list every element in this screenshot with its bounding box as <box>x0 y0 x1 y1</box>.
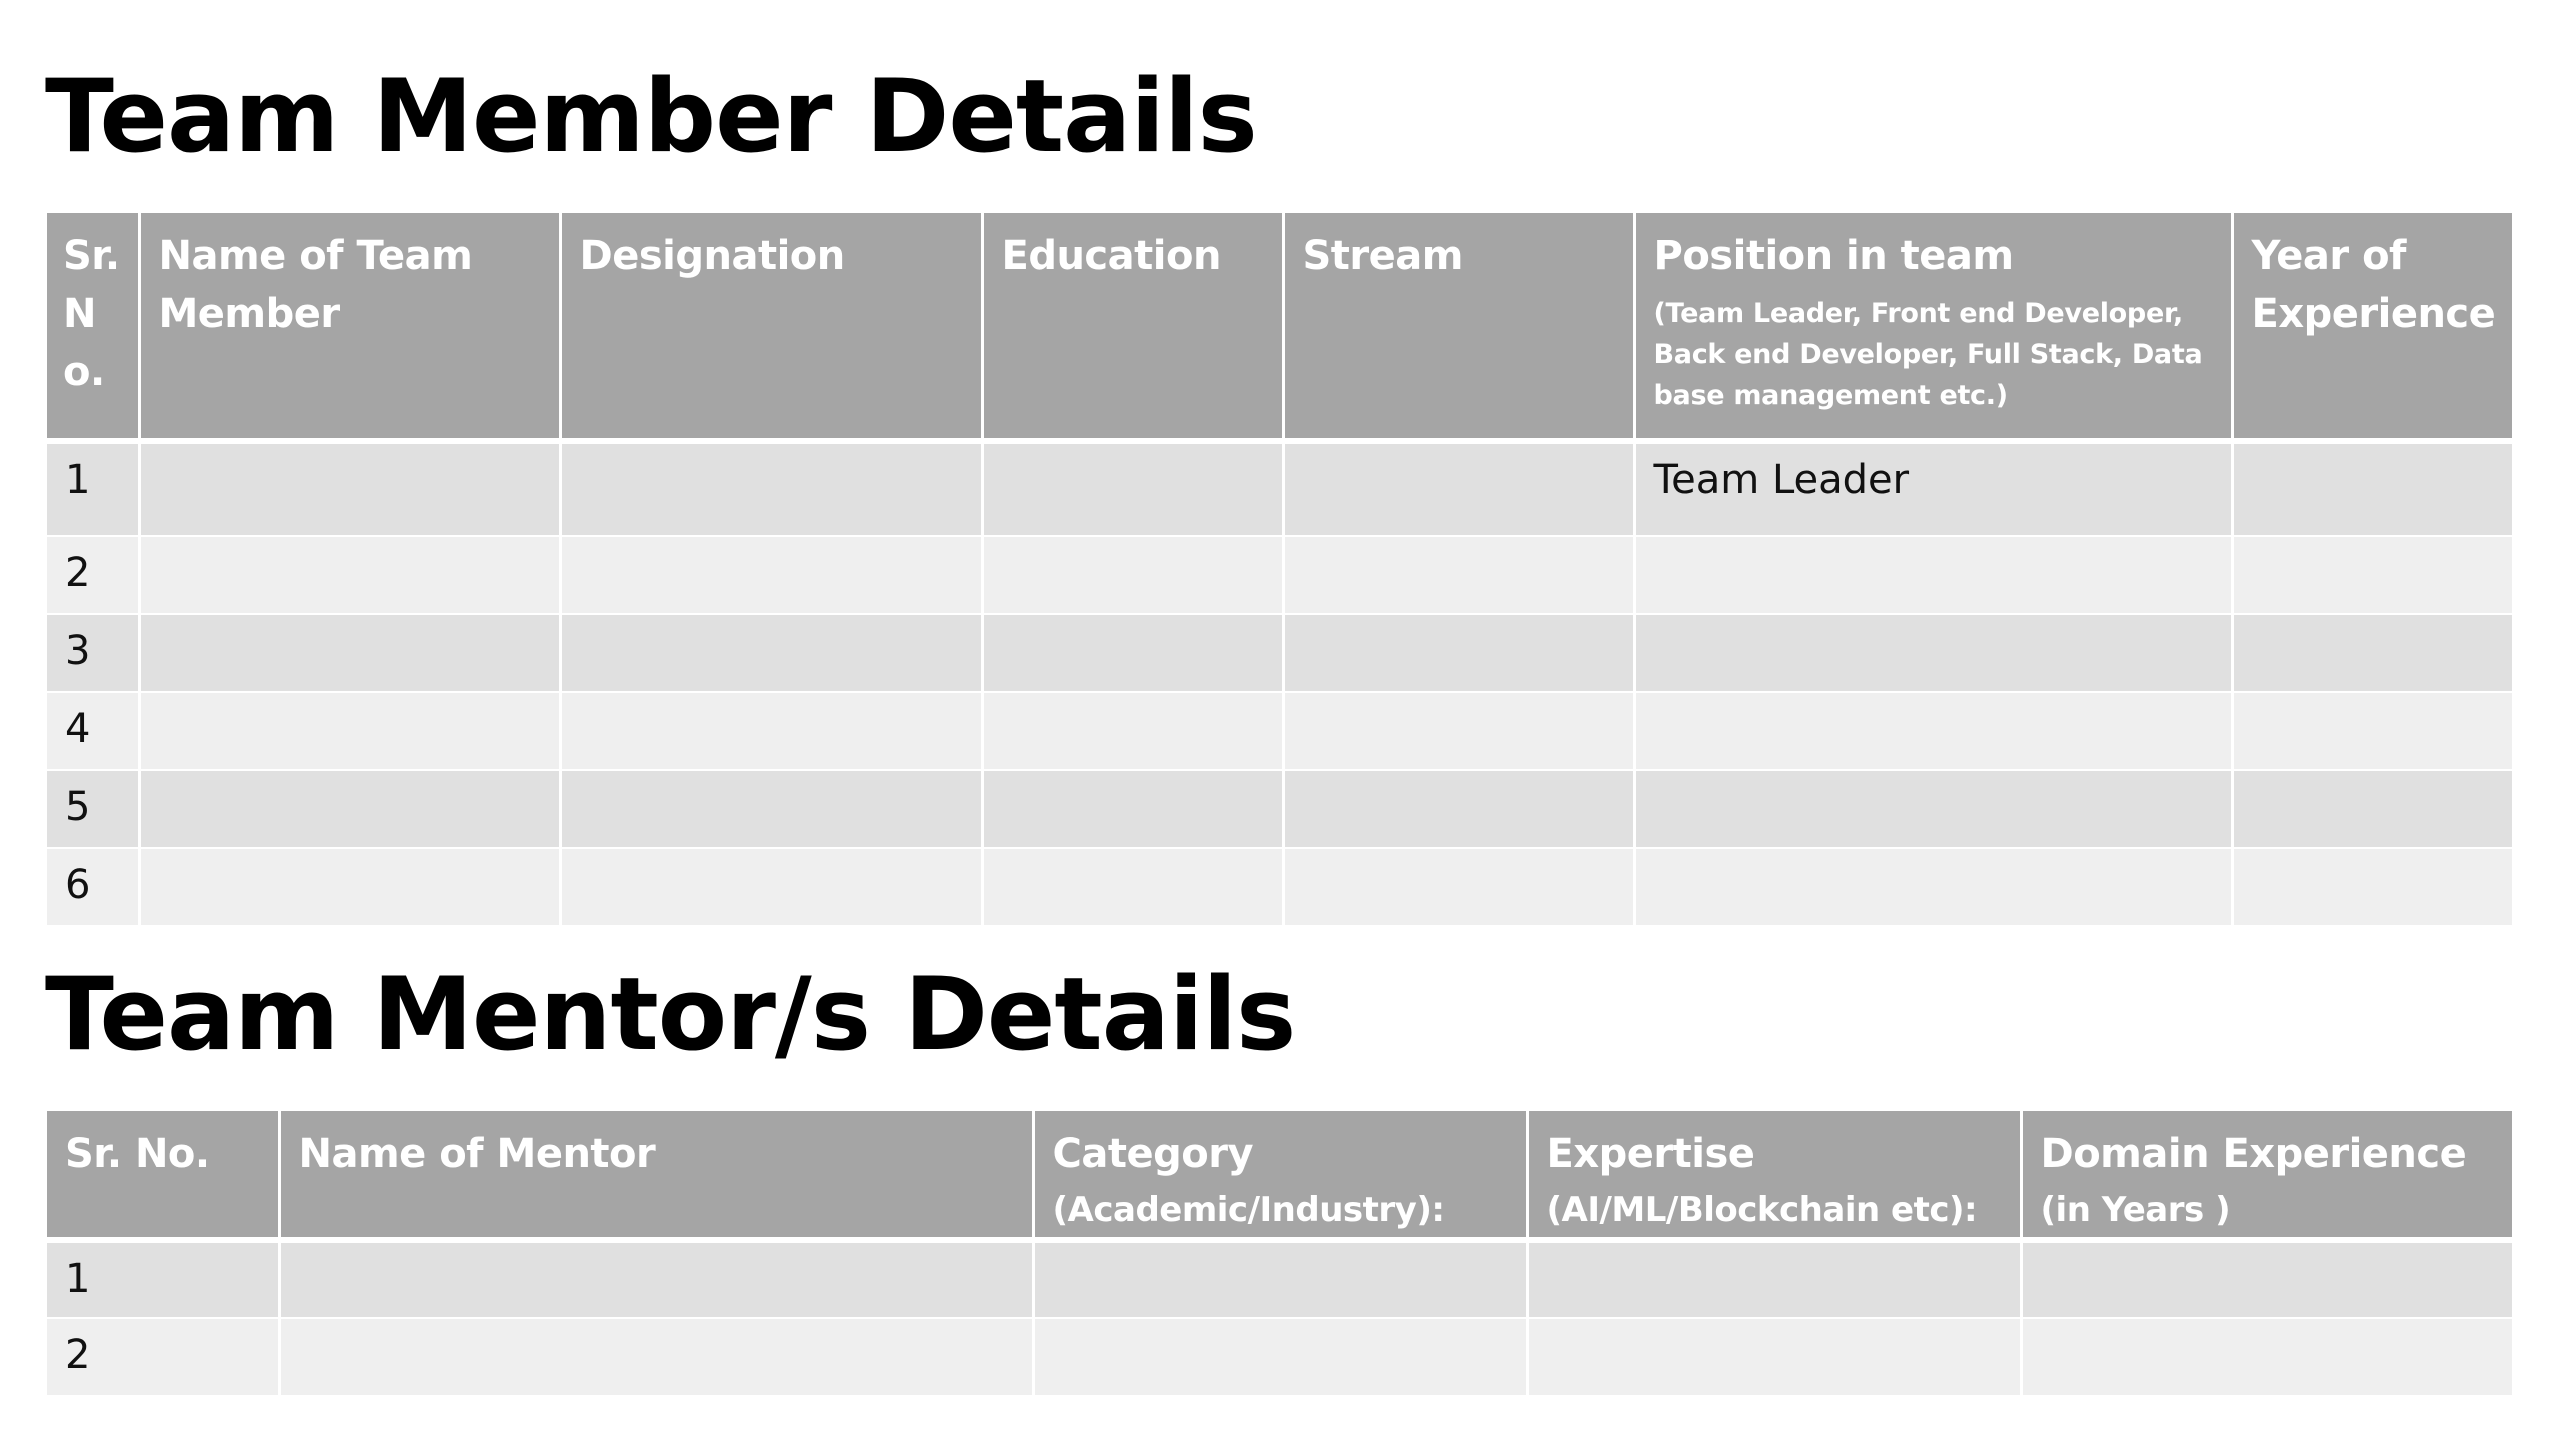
team-member-details-title: Team Member Details <box>45 57 1257 175</box>
header-mentor-sr-no: Sr. No. <box>47 1111 279 1240</box>
member-sr-cell: 6 <box>47 848 139 926</box>
member-sr-cell: 3 <box>47 614 139 692</box>
member-row <box>47 848 2512 926</box>
member-designation-cell[interactable] <box>560 770 982 848</box>
members-header-row <box>47 213 2512 441</box>
member-position-cell[interactable] <box>1634 536 2232 614</box>
member-experience-cell[interactable] <box>2232 692 2512 770</box>
member-experience-cell[interactable] <box>2232 770 2512 848</box>
member-name-cell[interactable] <box>139 536 560 614</box>
mentor-expertise-cell[interactable] <box>1527 1318 2021 1396</box>
team-mentor-details-title: Team Mentor/s Details <box>45 955 1296 1073</box>
member-education-cell[interactable] <box>982 692 1283 770</box>
member-stream-cell[interactable] <box>1283 441 1634 536</box>
member-designation-cell[interactable] <box>560 441 982 536</box>
header-category-note: (Academic/Industry): <box>1052 1190 1445 1230</box>
member-education-cell[interactable] <box>982 614 1283 692</box>
member-row <box>47 441 2512 536</box>
header-position-note: (Team Leader, Front end Developer, Back end Developer, Full Stack, Data base management etc.) <box>1653 298 2203 411</box>
mentor-name-cell[interactable] <box>279 1240 1033 1318</box>
member-stream-cell[interactable] <box>1283 536 1634 614</box>
mentor-domain-cell[interactable] <box>2021 1318 2512 1396</box>
member-designation-cell[interactable] <box>560 614 982 692</box>
header-domain-label: Domain Experience <box>2040 1131 2467 1177</box>
header-mentor-name: Name of Mentor <box>279 1111 1033 1240</box>
header-position <box>1634 213 2232 441</box>
member-stream-cell[interactable] <box>1283 692 1634 770</box>
member-position-cell[interactable] <box>1634 692 2232 770</box>
member-position-cell[interactable] <box>1634 614 2232 692</box>
member-name-cell[interactable] <box>139 770 560 848</box>
member-education-cell[interactable] <box>982 536 1283 614</box>
header-stream: Stream <box>1283 213 1634 441</box>
member-experience-cell[interactable] <box>2232 614 2512 692</box>
member-sr-cell: 4 <box>47 692 139 770</box>
member-row <box>47 536 2512 614</box>
header-domain-experience <box>2021 1111 2512 1240</box>
member-experience-cell[interactable] <box>2232 441 2512 536</box>
member-row <box>47 614 2512 692</box>
member-designation-cell[interactable] <box>560 848 982 926</box>
header-expertise-note: (AI/ML/Blockchain etc): <box>1546 1190 1978 1230</box>
member-name-cell[interactable] <box>139 441 560 536</box>
member-name-cell[interactable] <box>139 614 560 692</box>
header-experience: Year of Experience <box>2232 213 2512 441</box>
header-domain-note: (in Years ) <box>2040 1190 2231 1230</box>
member-education-cell[interactable] <box>982 441 1283 536</box>
member-stream-cell[interactable] <box>1283 848 1634 926</box>
header-expertise-label: Expertise <box>1546 1131 1755 1177</box>
member-experience-cell[interactable] <box>2232 848 2512 926</box>
member-sr-cell: 2 <box>47 536 139 614</box>
mentor-sr-cell: 1 <box>47 1240 279 1318</box>
header-position-label: Position in team <box>1653 233 2014 279</box>
header-education: Education <box>982 213 1283 441</box>
member-sr-cell: 5 <box>47 770 139 848</box>
mentor-name-cell[interactable] <box>279 1318 1033 1396</box>
member-education-cell[interactable] <box>982 848 1283 926</box>
member-stream-cell[interactable] <box>1283 770 1634 848</box>
member-experience-cell[interactable] <box>2232 536 2512 614</box>
member-name-cell[interactable] <box>139 692 560 770</box>
mentor-category-cell[interactable] <box>1033 1318 1527 1396</box>
member-sr-cell: 1 <box>47 441 139 536</box>
team-mentors-table <box>47 1111 2512 1397</box>
member-row <box>47 770 2512 848</box>
member-designation-cell[interactable] <box>560 536 982 614</box>
mentor-sr-cell: 2 <box>47 1318 279 1396</box>
mentor-category-cell[interactable] <box>1033 1240 1527 1318</box>
mentor-row <box>47 1240 2512 1318</box>
header-expertise <box>1527 1111 2021 1240</box>
team-members-table <box>47 213 2512 927</box>
member-name-cell[interactable] <box>139 848 560 926</box>
member-position-cell[interactable] <box>1634 848 2232 926</box>
header-designation: Designation <box>560 213 982 441</box>
header-category-label: Category <box>1052 1131 1254 1177</box>
mentor-row <box>47 1318 2512 1396</box>
member-position-cell[interactable]: Team Leader <box>1634 441 2232 536</box>
member-row <box>47 692 2512 770</box>
mentors-header-row <box>47 1111 2512 1240</box>
member-education-cell[interactable] <box>982 770 1283 848</box>
member-stream-cell[interactable] <box>1283 614 1634 692</box>
header-sr-no: Sr. N o. <box>47 213 139 441</box>
member-position-cell[interactable] <box>1634 770 2232 848</box>
mentor-expertise-cell[interactable] <box>1527 1240 2021 1318</box>
mentor-domain-cell[interactable] <box>2021 1240 2512 1318</box>
member-designation-cell[interactable] <box>560 692 982 770</box>
header-category <box>1033 1111 1527 1240</box>
header-member-name: Name of Team Member <box>139 213 560 441</box>
